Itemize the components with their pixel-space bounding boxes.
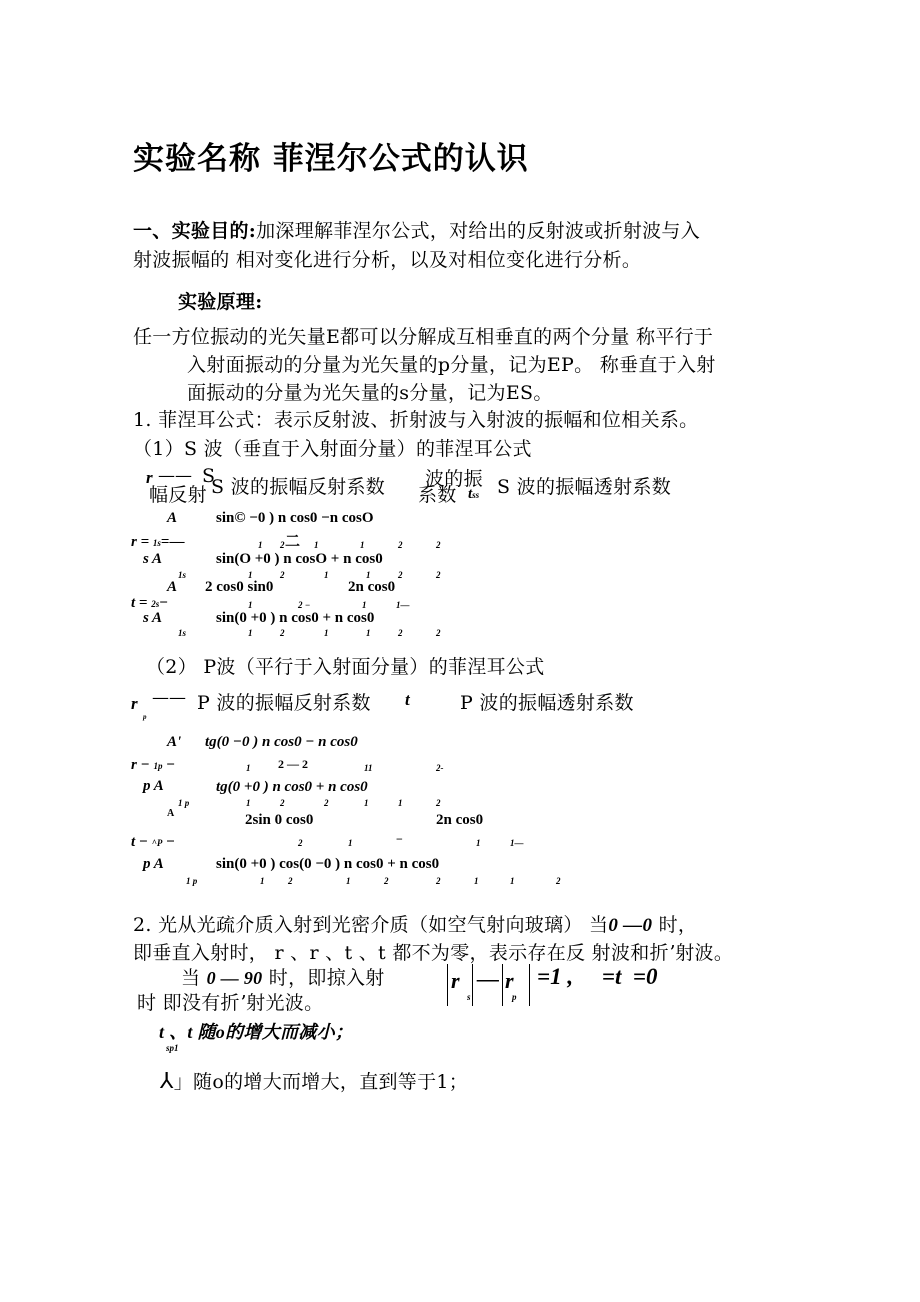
s-f-sa: s A (143, 551, 163, 567)
s-f-sub4-4: 1 (366, 628, 371, 638)
grazing-line-1: 当 0 — 90 时，即掠入射 (181, 967, 385, 989)
p-f-sub2-1: 1 (246, 798, 251, 808)
s-wave-heading: （1）S 波（垂直于入射面分量）的菲涅耳公式 (133, 438, 532, 460)
purpose-line-1 (133, 216, 700, 243)
s-def-t: tss (468, 486, 480, 502)
s-f-a1: A (167, 510, 178, 526)
s-f-sub1-5: 2 (436, 540, 441, 550)
s-def-r: r (146, 468, 153, 487)
fresnel-intro: 1. 菲涅耳公式：表示反射波、折射波与入射波的振幅和位相关系。 (133, 409, 699, 431)
p-f-a1: A' (167, 734, 182, 750)
s-f-sub4-0: 1s (178, 628, 187, 638)
abs-bar-3 (502, 964, 503, 1006)
s-def-s-char: S (202, 465, 216, 487)
s-f-lhs1: r = 1s=— (131, 534, 185, 550)
p-f-sub3-0: 2 (298, 838, 303, 848)
p-f-sub2-3: 2 (324, 798, 329, 808)
s-def-transmission-text: S 波的振幅透射系数 (497, 476, 672, 498)
p-f-sub1-3: 2- (436, 763, 444, 773)
s-f-sub3-3: 1— (396, 600, 410, 610)
s-f-sub4-3: 1 (324, 628, 329, 638)
s-f-sub1-0: 1 (258, 540, 263, 550)
abs-bar-1 (447, 964, 448, 1006)
s-f-sub1-1: 2 (280, 540, 285, 550)
p-def-transmission-text: P 波的振幅透射系数 (460, 692, 634, 714)
increase-line: ⅄」随o的增大而增大，直到等于1； (160, 1069, 469, 1094)
s-f-lhs2: t = 2s− (131, 595, 168, 611)
s-f-den2: sin(0 +0 ) n cos0 + n cos0 (216, 610, 375, 626)
abs-bar-4 (529, 964, 530, 1006)
p-f-pa2: p A (143, 856, 164, 872)
s-f-sub1-3: 1 (360, 540, 365, 550)
s-def-wave-amp: 波的振 (425, 468, 483, 490)
p-f-lhs2: t − ^P − (131, 834, 175, 850)
s-f-sub3-1: 2 − (298, 600, 311, 610)
p-f-sub3-3: 1 (476, 838, 481, 848)
p-f-pa: p A (143, 778, 164, 794)
page-title: 实验名称 菲涅尔公式的认识 (133, 141, 529, 177)
p-f-sub4-4: 2 (384, 876, 389, 886)
p-f-sub1-0: 1 (246, 763, 251, 773)
p-f-num2b: 2n cos0 (436, 812, 484, 828)
p-f-sub4-7: 1 (510, 876, 515, 886)
principle-p1-line-1: 任一方位振动的光矢量E都可以分解成互相垂直的两个分量 称平行于 (133, 326, 714, 348)
p-f-sub3-2: − (396, 832, 403, 846)
s-def-amp-refl: 幅反射 (149, 484, 207, 506)
s-f-eq-mid: 二 (285, 534, 301, 550)
p-def-t: t (405, 690, 410, 709)
p-f-den2: sin(0 +0 ) cos(0 −0 ) n cos0 + n cos0 (216, 856, 440, 872)
s-f-den1: sin(O +0 ) n cosO + n cos0 (216, 551, 383, 567)
principle-p1-line-3: 面振动的分量为光矢量的s分量，记为ES。 (187, 382, 553, 404)
p-f-sub4-1: 1 (260, 876, 265, 886)
s-def-dash: —— (158, 466, 192, 486)
p-f-num1: tg(0 −0 ) n cos0 − n cos0 (205, 734, 358, 750)
s-f-sub1-4: 2 (398, 540, 403, 550)
p-f-sub4-0: 1 p (186, 876, 198, 886)
s-f-sub2-2: 2 (280, 570, 285, 580)
principle-p1-line-2: 入射面振动的分量为光矢量的p分量，记为EP。 称垂直于入射 (187, 354, 716, 376)
p-f-sub3-4: 1— (510, 838, 524, 848)
s-f-sub2-3: 1 (324, 570, 329, 580)
p-f-sub2-4: 1 (364, 798, 369, 808)
s-f-sub4-6: 2 (436, 628, 441, 638)
s-def-coef: 系数 (418, 484, 457, 506)
p-f-num2: 2sin 0 cos0 (245, 812, 314, 828)
p-f-sub2-2: 2 (280, 798, 285, 808)
s-f-num2b: 2n cos0 (348, 579, 396, 595)
s-f-sub4-5: 2 (398, 628, 403, 638)
p-f-sub4-3: 1 (346, 876, 351, 886)
s-def-reflection-text: S 波的振幅反射系数 (211, 476, 386, 498)
p-wave-heading: （2） P波（平行于入射面分量）的菲涅耳公式 (146, 656, 545, 678)
s-f-sub3-2: 1 (362, 600, 367, 610)
p-f-sub2-6: 2 (436, 798, 441, 808)
reflection-icon: ⅄ (160, 1069, 174, 1094)
p-def-r: r (131, 694, 138, 713)
p-f-sub1-2: 11 (364, 763, 373, 773)
s-f-a2: A (167, 579, 178, 595)
p-f-sub2-5: 1 (398, 798, 403, 808)
abs-s: s (467, 992, 471, 1002)
s-f-sub2-0: 1s (178, 570, 187, 580)
p-def-reflection-text: P 波的振幅反射系数 (197, 692, 371, 714)
s-f-sub4-2: 2 (280, 628, 285, 638)
p-f-sub3-1: 1 (348, 838, 353, 848)
decrease-sub: sp1 (166, 1043, 179, 1053)
abs-values: =1 , =t =0 (537, 964, 658, 989)
p-f-sub4-5: 2 (436, 876, 441, 886)
p-f-lhs1: r − 1p − (131, 757, 175, 773)
s-f-sub2-5: 2 (398, 570, 403, 580)
purpose-text-1: 加深理解菲涅尔公式，对给出的反射波或折射波与入 (256, 220, 701, 242)
purpose-label: 一、实验目的: (133, 220, 257, 242)
purpose-line-2: 射波振幅的 相对变化进行分析，以及对相位变化进行分析。 (133, 249, 642, 271)
s-f-sub4-1: 1 (248, 628, 253, 638)
p-f-sub2-0: 1 p (178, 798, 190, 808)
s-f-num2: 2 cos0 sin0 (205, 579, 274, 595)
s-f-sub3-0: 1 (248, 600, 253, 610)
s-f-num1: sin© −0 ) n cos0 −n cosO (216, 510, 374, 526)
abs-dash: — (477, 966, 499, 991)
decrease-line: t 、t 随o的增大而减小； (159, 1022, 354, 1042)
p-def-dash: —— (152, 688, 186, 708)
principle-heading: 实验原理: (178, 291, 263, 313)
abs-p: p (512, 992, 517, 1002)
p-f-sub4-8: 2 (556, 876, 561, 886)
normal-incidence-line-1: 2. 光从光疏介质入射到光密介质（如空气射向玻璃） 当0 —0 时， (133, 914, 698, 936)
s-f-sub2-6: 2 (436, 570, 441, 580)
abs-bar-2 (472, 964, 473, 1006)
p-f-sub4-6: 1 (474, 876, 479, 886)
grazing-line-2: 时 即没有折ʼ射光波。 (137, 992, 324, 1014)
p-f-sub4-2: 2 (288, 876, 293, 886)
s-f-sub2-1: 1 (248, 570, 253, 580)
p-def-r-sub: p (143, 713, 147, 721)
p-f-a2: A (167, 808, 175, 819)
s-f-sub2-4: 1 (366, 570, 371, 580)
p-f-den1: tg(0 +0 ) n cos0 + n cos0 (216, 779, 368, 795)
abs-r1: r (451, 968, 460, 993)
s-f-sub1-2: 1 (314, 540, 319, 550)
s-f-sa2: s A (143, 610, 163, 626)
normal-incidence-line-2: 即垂直入射时， r 、r 、t 、t 都不为零，表示存在反 射波和折ʼ射波。 (133, 942, 734, 964)
p-f-sub1-1: 2 — 2 (278, 757, 308, 771)
abs-r2: r (505, 968, 514, 993)
